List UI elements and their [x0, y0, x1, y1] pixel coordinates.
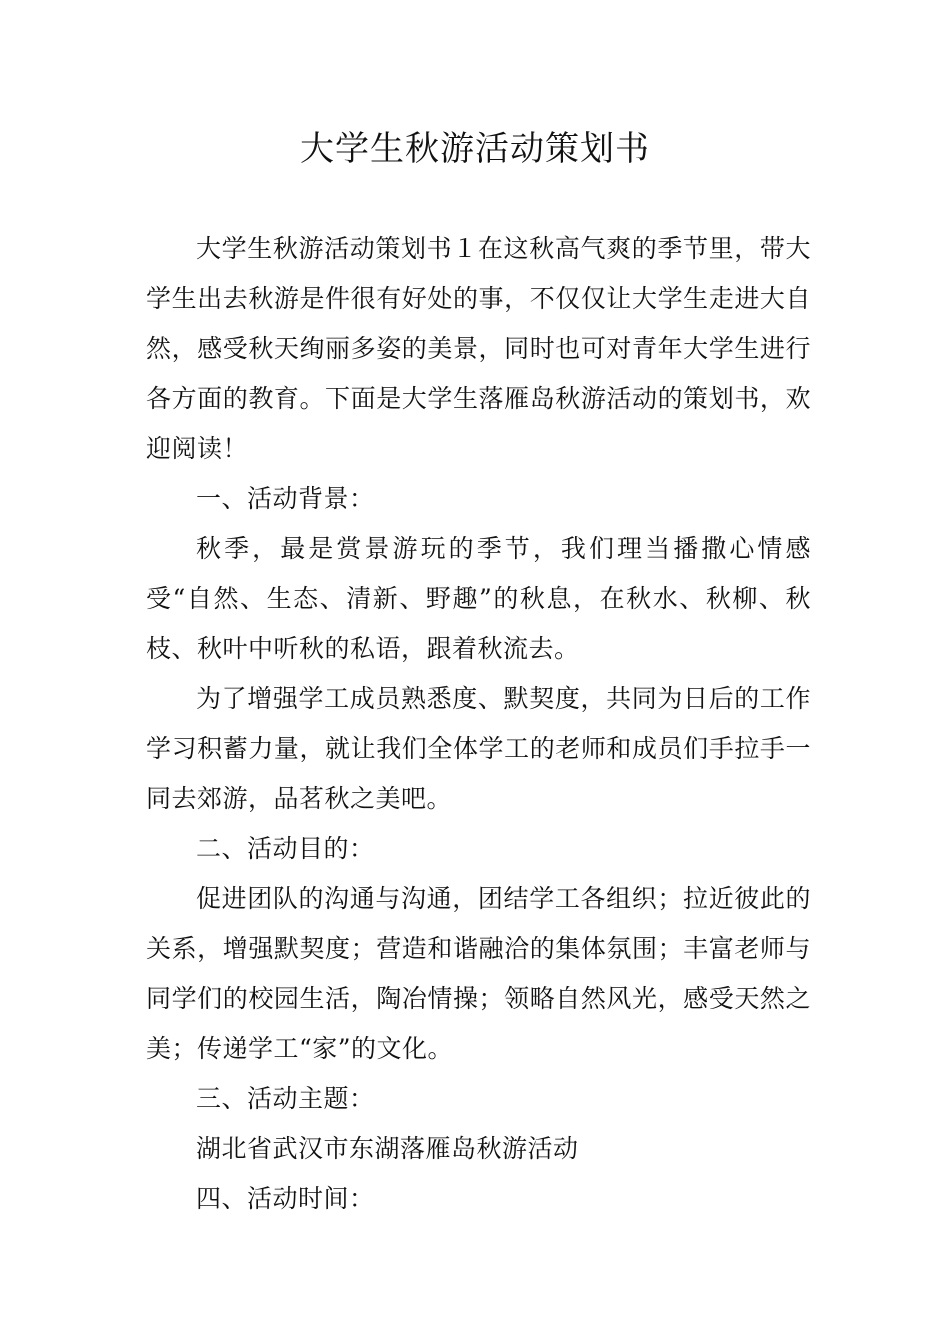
paragraph-theme: 湖北省武汉市东湖落雁岛秋游活动: [196, 1134, 579, 1163]
heading-theme: 三、活动主题：: [196, 1084, 375, 1113]
heading-purpose: 二、活动目的：: [196, 834, 375, 863]
document-title: 大学生秋游活动策划书: [300, 129, 650, 169]
heading-background: 一、活动背景：: [196, 484, 375, 513]
paragraph-purpose: 促进团队的沟通与沟通，团结学工各组织；拉近彼此的关系，增强默契度；营造和谐融洽的集体氛围；丰富老师与同学们的校园生活，陶冶情操；领略自然风光，感受天然之美；传递学工“家”的文化。: [146, 884, 811, 1063]
paragraph-intro: 大学生秋游活动策划书１在这秋高气爽的季节里，带大学生出去秋游是件很有好处的事，不仅仅让大学生走进大自然，感受秋天绚丽多姿的美景，同时也可对青年大学生进行各方面的教育。下面是大学生落雁岛秋游活动的策划书，欢迎阅读！: [146, 234, 811, 463]
paragraph-background: 秋季，最是赏景游玩的季节，我们理当播撒心情感受“自然、生态、清新、野趣”的秋息，在秋水、秋柳、秋枝、秋叶中听秋的私语，跟着秋流去。: [146, 534, 811, 663]
document-body: [146, 224, 811, 1224]
paragraph-background-2: 为了增强学工成员熟悉度、默契度，共同为日后的工作学习积蓄力量，就让我们全体学工的老师和成员们手拉手一同去郊游，品茗秋之美吧。: [146, 684, 811, 813]
heading-time: 四、活动时间：: [196, 1184, 375, 1213]
